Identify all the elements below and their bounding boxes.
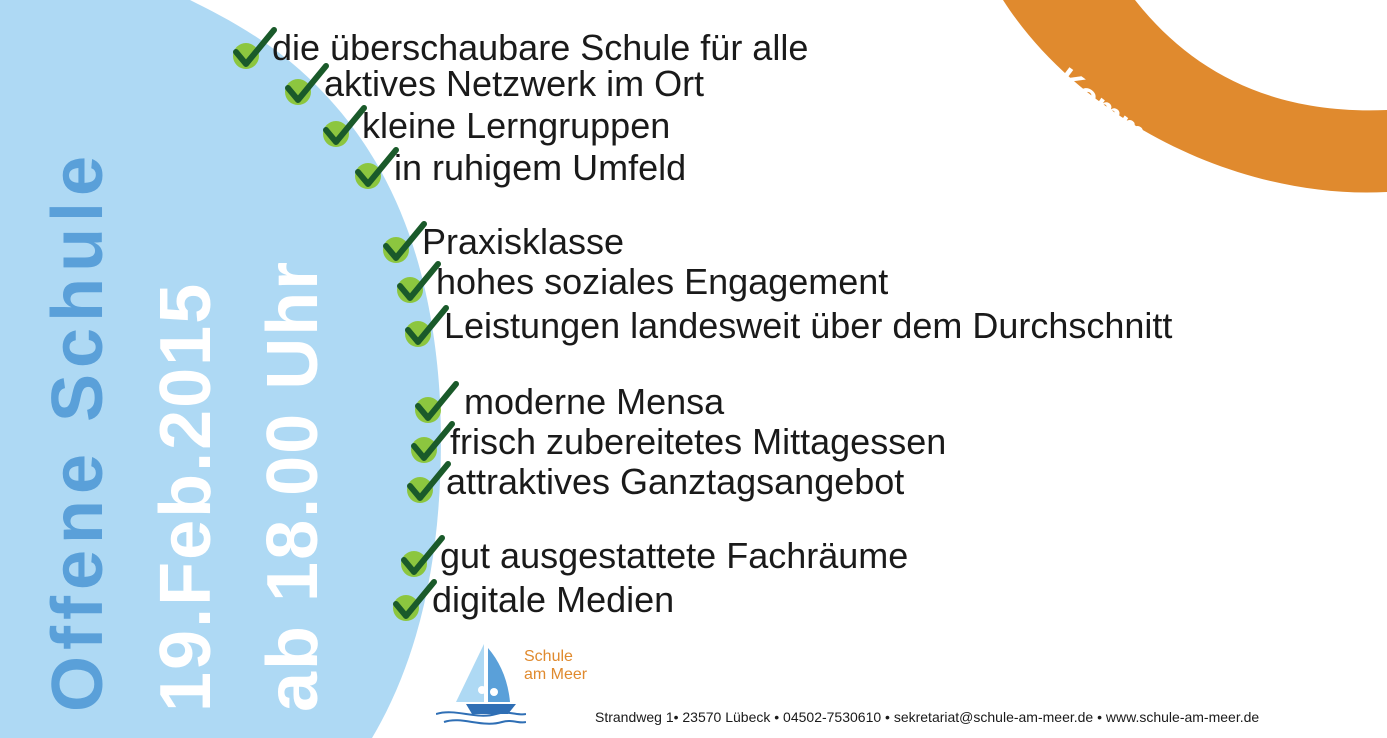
check-icon (282, 62, 332, 106)
event-time: ab 18.00 Uhr (253, 259, 333, 712)
item-text: Praxisklasse (422, 221, 625, 262)
list-item (352, 146, 686, 190)
list-item (320, 104, 670, 148)
banner-text: Komm an Bord! (1049, 60, 1270, 239)
item-text: hohes soziales Engagement (436, 261, 889, 302)
check-icon (380, 220, 430, 264)
item-text: in ruhigem Umfeld (394, 147, 687, 188)
check-icon (398, 534, 448, 578)
event-date: 19.Feb.2015 (146, 281, 226, 712)
list-item (408, 420, 946, 464)
list-item (394, 260, 888, 304)
item-text: moderne Mensa (464, 381, 725, 422)
list-item (282, 62, 704, 106)
item-text: die überschaubare Schule für alle (272, 27, 809, 68)
item-text: gut ausgestattete Fachräume (440, 535, 909, 576)
check-icon (394, 260, 444, 304)
check-icon (230, 26, 280, 70)
check-icon (320, 104, 370, 148)
check-icon (408, 420, 458, 464)
check-icon (402, 304, 452, 348)
contact-footer: Strandweg 1• 23570 Lübeck • 04502-7530610 • sekretariat@schule-am-meer.de • www.schule-am-meer.de (595, 709, 1260, 725)
list-item (390, 578, 674, 622)
list-item (402, 304, 1172, 348)
item-text: frisch zubereitetes Mittagessen (450, 421, 947, 462)
item-text: kleine Lerngruppen (362, 105, 671, 146)
list-item (380, 220, 624, 264)
check-icon (412, 380, 462, 424)
check-icon (404, 460, 454, 504)
item-text: attraktives Ganztagsangebot (446, 461, 905, 502)
item-text: aktives Netzwerk im Ort (324, 63, 705, 104)
check-icon (352, 146, 402, 190)
school-logo-text (524, 648, 587, 684)
school-logo-sailboat-icon (436, 640, 526, 730)
list-item (398, 534, 908, 578)
item-text: Leistungen landesweit über dem Durchschnitt (444, 305, 1173, 346)
offene-schule-title: Offene Schule (38, 149, 118, 712)
check-icon (390, 578, 440, 622)
item-text: digitale Medien (432, 579, 675, 620)
logo-line-2: am Meer (524, 666, 588, 683)
logo-line-1: Schule (524, 648, 573, 665)
list-item (404, 460, 904, 504)
list-item (412, 380, 724, 424)
